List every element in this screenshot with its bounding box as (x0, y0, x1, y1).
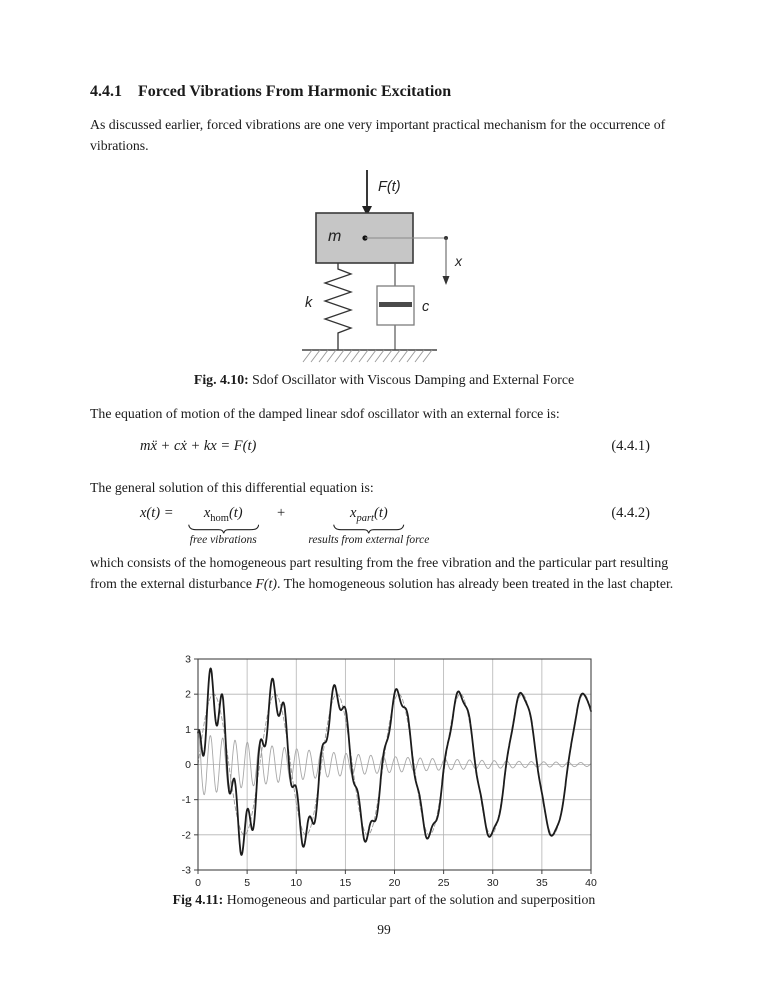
damper (377, 263, 414, 350)
section-heading (90, 83, 690, 101)
superposition-paragraph: which consists of the homogeneous part resulting from the free vibration and the particular part resulting from the external disturbance F(t). The homogeneous solution has already been treated in the last chapter. (90, 555, 674, 591)
svg-text:40: 40 (585, 877, 597, 889)
svg-text:1: 1 (185, 723, 191, 736)
ft-inline: F(t) (255, 576, 277, 591)
fig-4-11-caption: Fig 4.11: Homogeneous and particular part of the solution and superposition (172, 892, 596, 907)
svg-text:15: 15 (339, 877, 352, 889)
svg-text:35: 35 (536, 877, 548, 889)
svg-text:25: 25 (437, 877, 450, 889)
svg-text:5: 5 (244, 877, 251, 889)
page-number: 99 (377, 922, 391, 937)
displacement-label: x (455, 253, 462, 269)
section-title: Forced Vibrations From Harmonic Excitation (138, 83, 452, 100)
mass-label: m (328, 228, 342, 245)
spring (325, 263, 351, 350)
force-label: F(t) (378, 179, 401, 195)
svg-text:-1: -1 (181, 794, 191, 807)
svg-text:30: 30 (486, 877, 499, 889)
ground (302, 350, 437, 362)
equation-4-4-1-number: (4.4.1) (611, 438, 650, 454)
equation-4-4-2: x(t) = $x_{hom}(t)$ free vibrations + $x_{part}(t)$ results from external force (4.4.2) (140, 505, 650, 546)
svg-text:0: 0 (195, 877, 201, 889)
svg-text:0: 0 (185, 759, 191, 771)
intro-paragraph: As discussed earlier, forced vibrations are one very important practical mechanism for the occurrence of vibrations. (90, 117, 666, 153)
sdof-oscillator-diagram (278, 167, 500, 367)
force-arrow (362, 170, 372, 216)
solution-chart (178, 646, 598, 890)
svg-text:-3: -3 (181, 864, 191, 877)
svg-text:-2: -2 (181, 829, 191, 842)
underbrace (188, 524, 259, 534)
equation-4-4-1 (90, 438, 678, 455)
equation-4-4-2-lhs: x(t) = (140, 505, 174, 521)
svg-text:2: 2 (185, 688, 191, 701)
fig-4-10-label: Fig. 4.10: (193, 372, 249, 387)
fig-4-10-caption: Fig. 4.10: Sdof Oscillator with Viscous Damping and External Force (193, 372, 575, 387)
equation-4-4-1-expression: mẍ + cẋ + kx = F(t) (140, 438, 257, 454)
equation-of-motion-paragraph: The equation of motion of the damped linear sdof oscillator with an external force is: (90, 406, 560, 421)
section-number: 4.4.1 (90, 83, 122, 100)
general-solution-paragraph: The general solution of this differential equation is: (90, 480, 374, 495)
svg-text:10: 10 (290, 877, 303, 889)
svg-text:3: 3 (185, 653, 191, 666)
homogeneous-term: $x_{hom}(t)$ free vibrations (188, 505, 259, 534)
equation-4-4-2-number: (4.4.2) (611, 505, 650, 521)
particular-term-label: results from external force (308, 533, 430, 546)
damper-label: c (422, 299, 430, 315)
fig-4-11-label: Fig 4.11: (172, 892, 224, 907)
particular-term: $x_{part}(t)$ results from external force (308, 505, 430, 546)
homogeneous-term-label: free vibrations (189, 533, 257, 546)
underbrace (333, 524, 404, 534)
spring-label: k (305, 295, 313, 311)
svg-text:20: 20 (388, 877, 401, 889)
